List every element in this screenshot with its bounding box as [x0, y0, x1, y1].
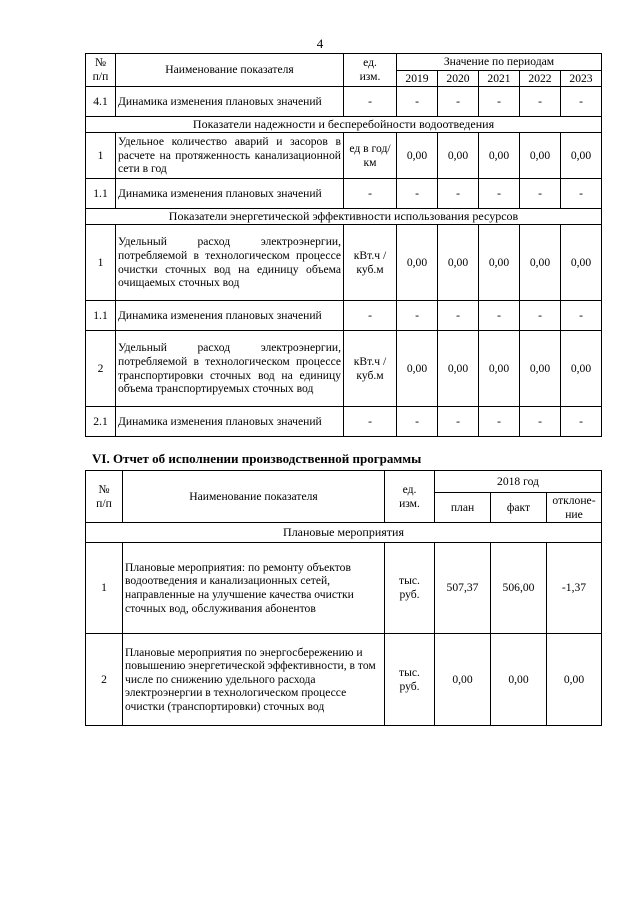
table-row	[86, 301, 602, 331]
row-name: Динамика изменения плановых значений	[116, 179, 344, 209]
row-fact: 0,00	[491, 634, 547, 726]
header-name: Наименование показателя	[123, 471, 385, 523]
section-planned-measures: Плановые мероприятия	[86, 523, 602, 543]
header-year: 2023	[561, 71, 602, 87]
table-row	[86, 407, 602, 437]
row-value: -	[561, 179, 602, 209]
row-value: -	[479, 179, 520, 209]
row-value: 0,00	[520, 331, 561, 407]
header-year: 2021	[479, 71, 520, 87]
row-value: -	[397, 179, 438, 209]
row-value: 0,00	[561, 331, 602, 407]
row-value: -	[438, 179, 479, 209]
header-num: № п/п	[86, 54, 116, 87]
row-value: -	[520, 301, 561, 331]
row-unit: -	[344, 301, 397, 331]
row-unit: -	[344, 87, 397, 117]
row-value: 0,00	[397, 225, 438, 301]
header-year: 2020	[438, 71, 479, 87]
row-value: -	[438, 87, 479, 117]
header-name: Наименование показателя	[116, 54, 344, 87]
header-num: № п/п	[86, 471, 123, 523]
row-name: Удельное количество аварий и засоров в расчете на протяженность канализационной сети в год	[116, 133, 344, 179]
section-6-title: VI. Отчет об исполнении производственной программы	[92, 451, 422, 466]
indicators-table	[85, 53, 602, 437]
row-name: Удельный расход электроэнергии, потребляемой в технологическом процессе транспортировки сточных вод на единицу объема транспортируемых сточных вод	[116, 331, 344, 407]
table-row	[86, 133, 602, 179]
row-unit: кВт.ч / куб.м	[344, 331, 397, 407]
header-year: 2022	[520, 71, 561, 87]
row-num: 1	[86, 133, 116, 179]
row-value: -	[561, 407, 602, 437]
row-value: -	[520, 407, 561, 437]
row-value: 0,00	[438, 225, 479, 301]
row-unit: тыс. руб.	[385, 543, 435, 634]
row-num: 4.1	[86, 87, 116, 117]
row-value: -	[479, 407, 520, 437]
row-value: -	[520, 87, 561, 117]
row-value: 0,00	[561, 225, 602, 301]
header-fact: факт	[491, 493, 547, 523]
row-deviation: 0,00	[547, 634, 602, 726]
row-value: -	[479, 301, 520, 331]
row-value: 0,00	[520, 225, 561, 301]
header-plan: план	[435, 493, 491, 523]
row-value: 0,00	[561, 133, 602, 179]
table-row	[86, 331, 602, 407]
page-number: 4	[316, 36, 324, 51]
row-num: 1	[86, 543, 123, 634]
row-unit: ед в год/ км	[344, 133, 397, 179]
header-unit: ед. изм.	[344, 54, 397, 87]
row-num: 2	[86, 634, 123, 726]
row-unit: -	[344, 407, 397, 437]
section-reliability: Показатели надежности и бесперебойности водоотведения	[86, 117, 602, 133]
row-deviation: -1,37	[547, 543, 602, 634]
row-value: -	[397, 407, 438, 437]
row-fact: 506,00	[491, 543, 547, 634]
row-name: Динамика изменения плановых значений	[116, 301, 344, 331]
section-energy: Показатели энергетической эффективности использования ресурсов	[86, 209, 602, 225]
row-value: 0,00	[479, 133, 520, 179]
row-value: -	[397, 301, 438, 331]
row-plan: 0,00	[435, 634, 491, 726]
row-plan: 507,37	[435, 543, 491, 634]
row-value: -	[561, 87, 602, 117]
row-name: Плановые мероприятия: по ремонту объектов водоотведения и канализационных сетей, направленные на улучшение качества очистки сточных вод, обслуживания абонентов	[123, 543, 385, 634]
row-num: 1	[86, 225, 116, 301]
row-value: 0,00	[438, 331, 479, 407]
row-value: -	[561, 301, 602, 331]
header-year: 2019	[397, 71, 438, 87]
row-value: 0,00	[479, 225, 520, 301]
row-unit: кВт.ч / куб.м	[344, 225, 397, 301]
row-name: Плановые мероприятия по энергосбережению и повышению энергетической эффективности, в том числе по снижению удельного расхода электроэнергии в технологическом процессе очистки (транспортировки) сточных вод	[123, 634, 385, 726]
row-value: 0,00	[397, 133, 438, 179]
row-unit: тыс. руб.	[385, 634, 435, 726]
row-value: 0,00	[479, 331, 520, 407]
row-unit: -	[344, 179, 397, 209]
row-value: -	[438, 301, 479, 331]
program-report-table	[85, 470, 602, 726]
row-value: -	[520, 179, 561, 209]
table-row	[86, 543, 602, 634]
row-value: 0,00	[397, 331, 438, 407]
table-row	[86, 179, 602, 209]
table-row	[86, 87, 602, 117]
row-value: 0,00	[520, 133, 561, 179]
header-periods: Значение по периодам	[397, 54, 602, 71]
row-num: 2.1	[86, 407, 116, 437]
row-value: -	[479, 87, 520, 117]
row-name: Динамика изменения плановых значений	[116, 87, 344, 117]
table-row	[86, 634, 602, 726]
row-name: Динамика изменения плановых значений	[116, 407, 344, 437]
row-num: 2	[86, 331, 116, 407]
row-num: 1.1	[86, 301, 116, 331]
row-value: 0,00	[438, 133, 479, 179]
row-value: -	[438, 407, 479, 437]
row-value: -	[397, 87, 438, 117]
table-row	[86, 225, 602, 301]
header-unit: ед. изм.	[385, 471, 435, 523]
row-num: 1.1	[86, 179, 116, 209]
header-year: 2018 год	[435, 471, 602, 493]
row-name: Удельный расход электроэнергии, потребляемой в технологическом процессе очистки сточных вод на единицу объема очищаемых сточных вод	[116, 225, 344, 301]
header-deviation: отклоне- ние	[547, 493, 602, 523]
